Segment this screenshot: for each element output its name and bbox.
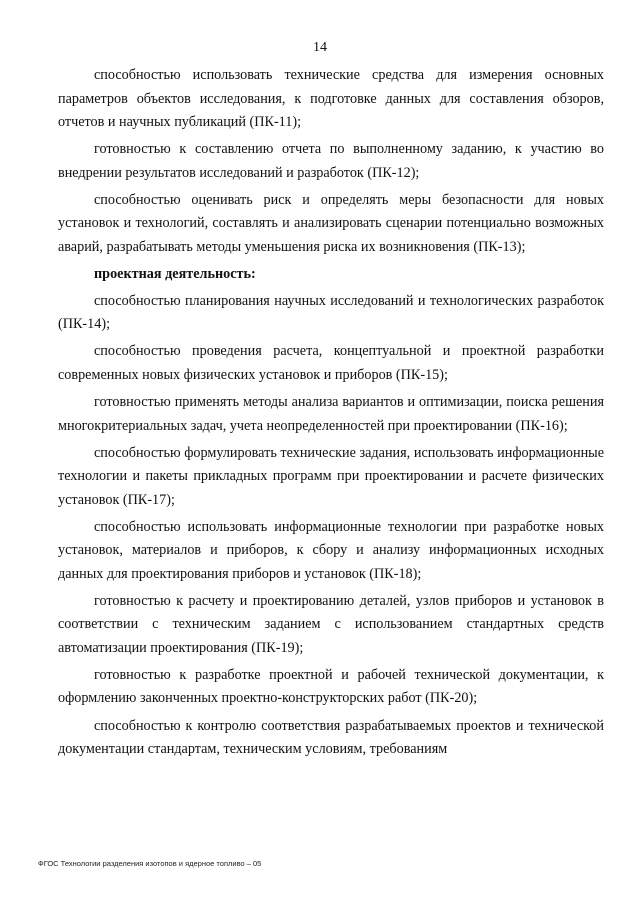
body-text: [58, 64, 604, 765]
paragraph-pk-12: готовностью к составлению отчета по выполненному заданию, к участию во внедрении результатов исследований и разработок (ПК-12);: [58, 141, 604, 181]
paragraph-pk-17: способностью формулировать технические задания, использовать информационные технологии и пакеты прикладных программ при проектировании и расчете физических установок (ПК-17);: [58, 444, 604, 508]
page-number: 14: [313, 40, 327, 55]
paragraph-pk-18: способностью использовать информационные технологии при разработке новых установок, материалов и приборов, к сбору и анализу информационных исходных данных для проектирования приборов и установок (ПК-18);: [58, 518, 604, 582]
section-heading-design-activity: проектная деятельность:: [94, 265, 256, 282]
paragraph-pk-13: способностью оценивать риск и определять меры безопасности для новых установок и технологий, составлять и анализировать сценарии потенциально возможных аварий, разрабатывать методы уменьшения риска их возникновения (ПК-13);: [58, 191, 604, 255]
paragraph-pk-11: способностью использовать технические средства для измерения основных параметров объектов исследования, к подготовке данных для составления обзоров, отчетов и научных публикаций (ПК-11);: [58, 67, 604, 130]
paragraph-pk-16: готовностью применять методы анализа вариантов и оптимизации, поиска решения многокритериальных задач, учета неопределенностей при проектировании (ПК-16);: [58, 394, 604, 434]
footer: ФГОС Технологии разделения изотопов и ядерное топливо – 05: [38, 859, 262, 868]
paragraph-pk-19: готовностью к расчету и проектированию деталей, узлов приборов и установок в соответствии с техническим заданием с использованием стандартных средств автоматизации проектирования (ПК-19);: [58, 592, 604, 656]
paragraph-pk-20: готовностью к разработке проектной и рабочей технической документации, к оформлению законченных проектно-конструкторских работ (ПК-20);: [58, 666, 604, 707]
paragraph-pk-14: способностью планирования научных исследований и технологических разработок (ПК-14);: [58, 292, 604, 333]
paragraph-pk-21-partial: способностью к контролю соответствия разрабатываемых проектов и технической документации стандартам, техническим условиям, требованиям: [58, 717, 604, 758]
paragraph-pk-15: способностью проведения расчета, концептуальной и проектной разработки современных новых физических установок и приборов (ПК-15);: [58, 343, 604, 383]
